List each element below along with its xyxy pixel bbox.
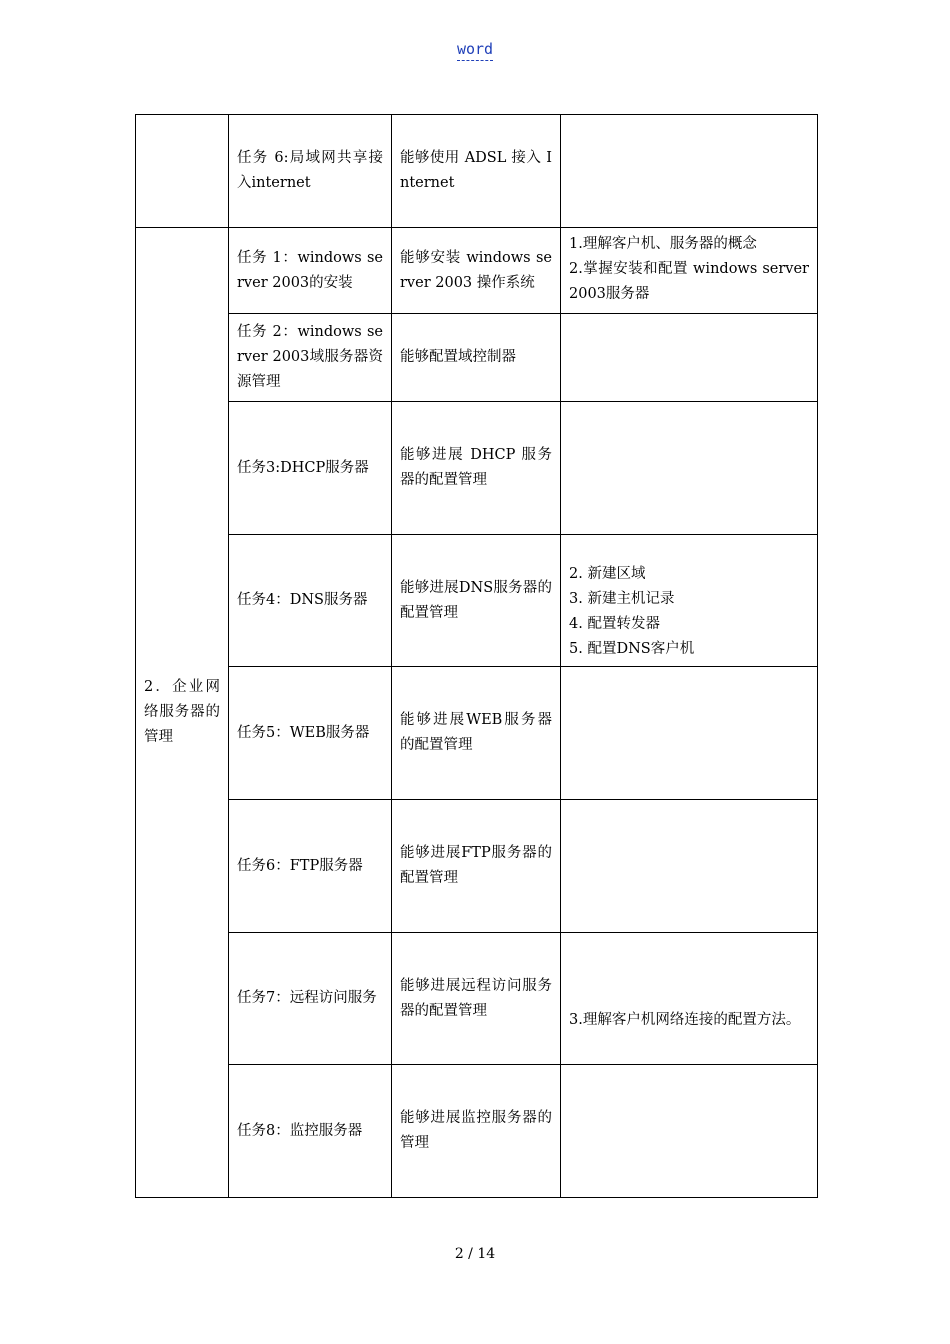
note-line: 2. 新建区域 — [569, 566, 646, 582]
table-row — [136, 402, 818, 535]
notes-cell — [561, 228, 818, 314]
table-row — [136, 1065, 818, 1198]
note-line: 4. 配置转发器 — [569, 616, 660, 632]
notes-cell — [561, 1065, 818, 1198]
table-row — [136, 667, 818, 800]
notes-cell — [561, 402, 818, 535]
notes-cell — [561, 535, 818, 667]
notes-cell — [561, 115, 818, 228]
table-row — [136, 314, 818, 402]
notes-cell — [561, 667, 818, 800]
header-link-text[interactable]: word — [457, 40, 493, 61]
task-cell: 任务7：远程访问服务 — [229, 933, 392, 1065]
ability-cell: 能够进展远程访问服务器的配置管理 — [392, 933, 561, 1065]
note-line: 5. 配置DNS客户机 — [569, 641, 695, 657]
table-row — [136, 115, 818, 228]
notes-cell — [561, 314, 818, 402]
note-line: 3.理解客户机网络连接的配置方法。 — [569, 1012, 801, 1028]
notes-cell — [561, 800, 818, 933]
task-cell: 任务 2：windows server 2003域服务器资源管理 — [229, 314, 392, 402]
header-word-link[interactable] — [0, 40, 950, 58]
ability-cell: 能够进展WEB服务器的配置管理 — [392, 667, 561, 800]
table-row — [136, 933, 818, 1065]
table-row — [136, 228, 818, 314]
module-cell-empty — [136, 115, 229, 228]
ability-cell: 能够进展DNS服务器的配置管理 — [392, 535, 561, 667]
task-cell: 任务8：监控服务器 — [229, 1065, 392, 1198]
table-row — [136, 800, 818, 933]
ability-cell: 能够安装 windows server 2003 操作系统 — [392, 228, 561, 314]
note-line: 2.掌握安装和配置 windows server 2003服务器 — [569, 261, 809, 302]
task-cell: 任务 1：windows server 2003的安装 — [229, 228, 392, 314]
note-line: 3. 新建主机记录 — [569, 591, 675, 607]
ability-cell: 能够使用 ADSL 接入 Internet — [392, 115, 561, 228]
task-cell: 任务4：DNS服务器 — [229, 535, 392, 667]
ability-cell: 能够配置域控制器 — [392, 314, 561, 402]
notes-cell — [561, 933, 818, 1065]
task-cell: 任务 6:局域网共享接入internet — [229, 115, 392, 228]
note-line: 1.理解客户机、服务器的概念 — [569, 236, 757, 252]
ability-cell: 能够进展监控服务器的管理 — [392, 1065, 561, 1198]
task-cell: 任务3:DHCP服务器 — [229, 402, 392, 535]
ability-cell: 能够进展FTP服务器的配置管理 — [392, 800, 561, 933]
module-cell: 2．企业网络服务器的管理 — [136, 228, 229, 1198]
course-table — [135, 114, 818, 1198]
task-cell: 任务6：FTP服务器 — [229, 800, 392, 933]
page-number: 2 / 14 — [454, 1246, 496, 1262]
task-cell: 任务5：WEB服务器 — [229, 667, 392, 800]
ability-cell: 能够进展 DHCP 服务器的配置管理 — [392, 402, 561, 535]
table-row — [136, 535, 818, 667]
